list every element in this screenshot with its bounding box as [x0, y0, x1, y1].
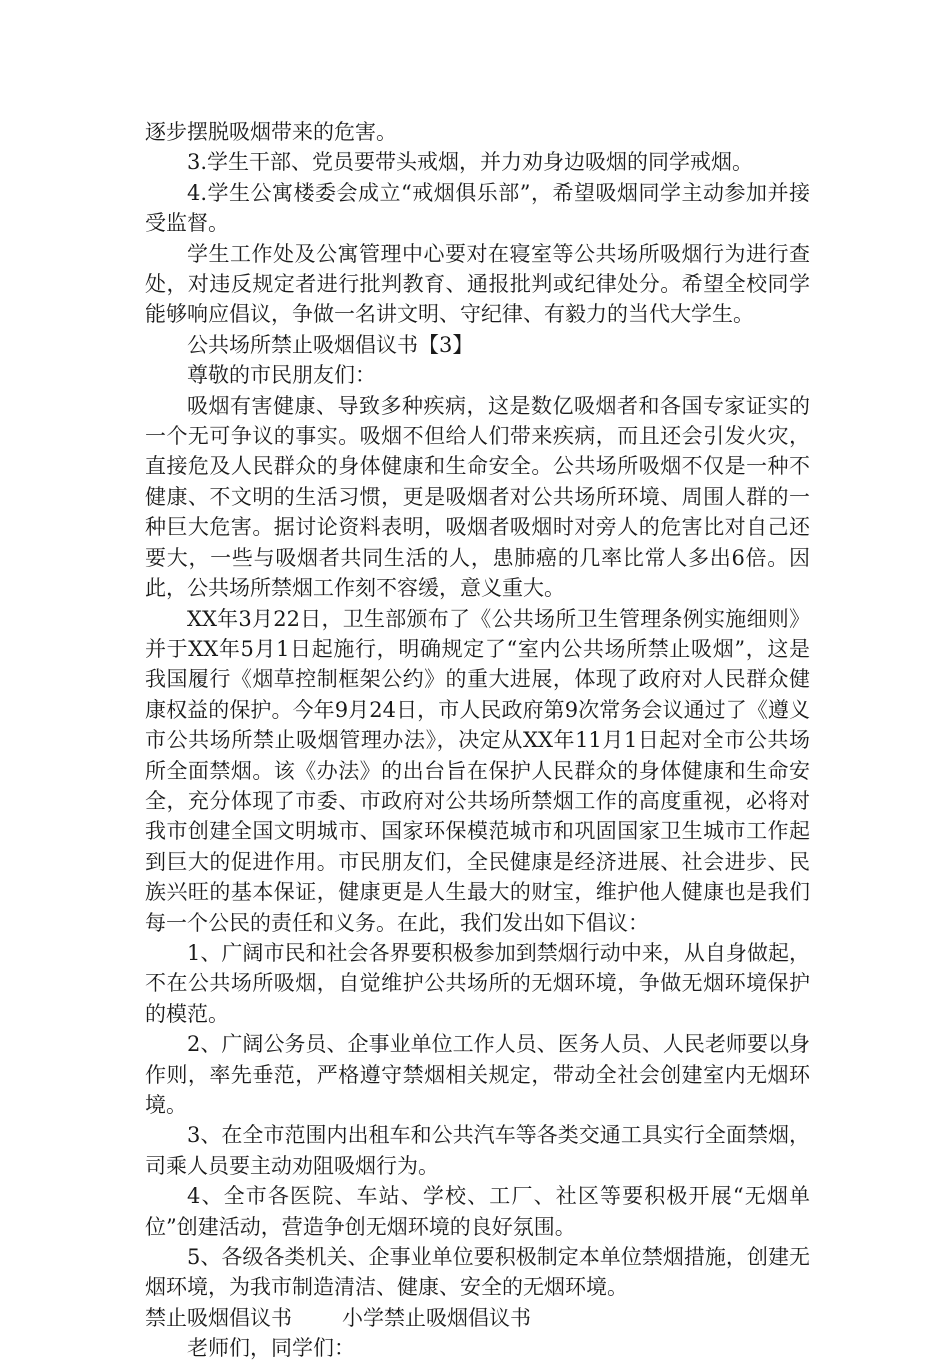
related-links-line — [145, 1303, 810, 1333]
related-link-left: 禁止吸烟倡议书 — [145, 1305, 292, 1330]
paragraph: XX年3月22日，卫生部颁布了《公共场所卫生管理条例实施细则》并于XX年5月1日起施行，明确规定了“室内公共场所禁止吸烟”，这是我国履行《烟草控制框架公约》的重大进展，体现了政府对人民群众健康权益的保护。今年9月24日，市人民政府第9次常务会议通过了《遵义市公共场所禁止吸烟管理办法》，决定从XX年11月1日起对全市公共场所全面禁烟。该《办法》的出台旨在保护人民群众的身体健康和生命安全，充分体现了市委、市政府对公共场所禁烟工作的高度重视，必将对我市创建全国文明城市、国家环保模范城市和巩固国家卫生城市工作起到巨大的促进作用。市民朋友们，全民健康是经济进展、社会进步、民族兴旺的基本保证，健康更是人生最大的财宝，维护他人健康也是我们每一个公民的责任和义务。在此，我们发出如下倡议： — [145, 606, 810, 935]
paragraph: 学生工作处及公寓管理中心要对在寝室等公共场所吸烟行为进行查处，对违反规定者进行批判教育、通报批判或纪律处分。希望全校同学能够响应倡议，争做一名讲文明、守纪律、有毅力的当代大学生。 — [145, 241, 810, 327]
document-page — [145, 117, 810, 1364]
paragraph: 4、全市各医院、车站、学校、工厂、社区等要积极开展“无烟单位”创建活动，营造争创无烟环境的良好氛围。 — [145, 1184, 810, 1239]
greeting: 老师们，同学们： — [187, 1336, 355, 1361]
paragraph: 逐步摆脱吸烟带来的危害。 — [145, 120, 397, 144]
paragraph: 4.学生公寓楼委会成立“戒烟俱乐部”，希望吸烟同学主动参加并接受监督。 — [145, 180, 810, 236]
paragraph: 1、广阔市民和社会各界要积极参加到禁烟行动中来，从自身做起，不在公共场所吸烟，自觉维护公共场所的无烟环境，争做无烟环境保护的模范。 — [145, 940, 810, 1026]
paragraph: 3.学生干部、党员要带头戒烟，并力劝身边吸烟的同学戒烟。 — [187, 150, 754, 175]
paragraph: 3、在全市范围内出租车和公共汽车等各类交通工具实行全面禁烟，司乘人员要主动劝阻吸烟行为。 — [145, 1123, 810, 1178]
greeting: 尊敬的市民朋友们： — [187, 363, 376, 388]
section-title: 公共场所禁止吸烟倡议书【3】 — [187, 332, 474, 357]
paragraph: 吸烟有害健康、导致多种疾病，这是数亿吸烟者和各国专家证实的一个无可争议的事实。吸烟不但给人们带来疾病，而且还会引发火灾，直接危及人民群众的身体健康和生命安全。公共场所吸烟不仅是一种不健康、不文明的生活习惯，更是吸烟者对公共场所环境、周围人群的一种巨大危害。据讨论资料表明，吸烟者吸烟时对旁人的危害比对自己还要大，一些与吸烟者共同生活的人，患肺癌的几率比常人多出6倍。因此，公共场所禁烟工作刻不容缓，意义重大。 — [145, 393, 810, 601]
paragraph: 5、各级各类机关、企事业单位要积极制定本单位禁烟措施，创建无烟环境，为我市制造清洁、健康、安全的无烟环境。 — [145, 1245, 810, 1300]
paragraph: 2、广阔公务员、企事业单位工作人员、医务人员、人民老师要以身作则，率先垂范，严格遵守禁烟相关规定，带动全社会创建室内无烟环境。 — [145, 1032, 810, 1117]
related-link-right: 小学禁止吸烟倡议书 — [342, 1305, 531, 1330]
